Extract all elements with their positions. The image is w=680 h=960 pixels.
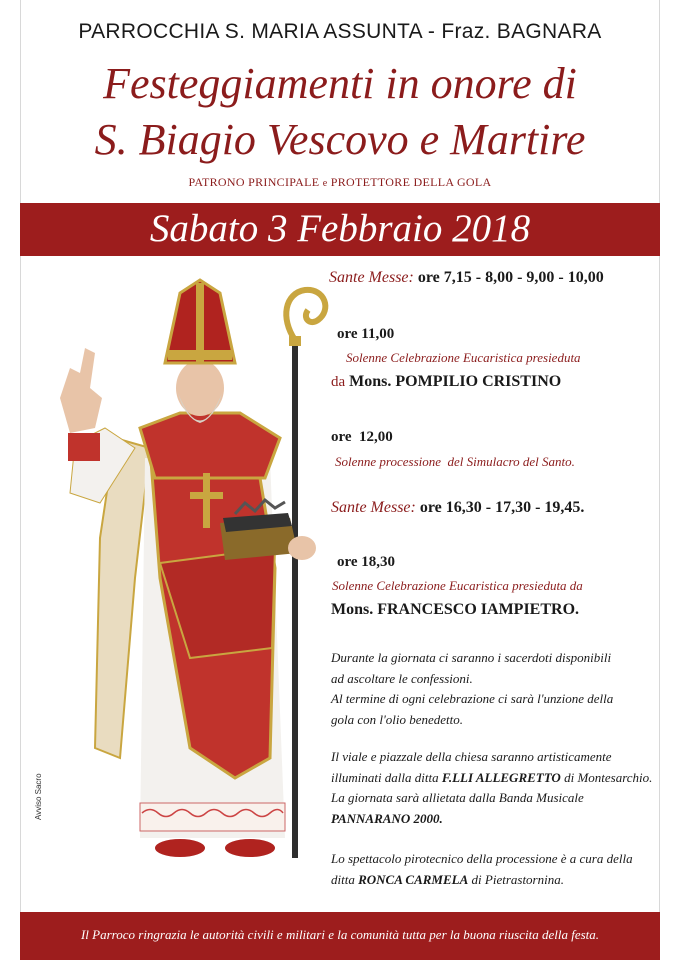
- footer-thanks: Il Parroco ringrazia le autorità civili e militari e la comunità tutta per la buona riuscita della festa.: [80, 927, 600, 942]
- masses-morning: [329, 269, 604, 287]
- info-block-confessions: [331, 648, 613, 730]
- event-description: Solenne Celebrazione Eucaristica presieduta da: [332, 578, 583, 593]
- event-time: ore 11,00: [337, 326, 395, 342]
- event-date: Sabato 3 Febbraio 2018: [149, 207, 531, 250]
- saint-statue-illustration: [40, 278, 330, 878]
- info-line: Durante la giornata ci saranno i sacerdoti disponibili: [331, 650, 612, 665]
- masses-times: ore 16,30 - 17,30 - 19,45.: [419, 499, 585, 516]
- info-block-fireworks: [331, 849, 633, 890]
- info-line: [331, 870, 633, 891]
- info-line: ad ascoltare le confessioni.: [331, 670, 473, 686]
- info-text: illuminati dalla ditta: [331, 769, 439, 785]
- info-line: [331, 809, 652, 830]
- title-line-2: S. Biagio Vescovo e Martire: [94, 115, 586, 164]
- event-da: da: [331, 374, 346, 390]
- celebrant-name: Mons. FRANCESCO IAMPIETRO.: [331, 601, 580, 618]
- info-text: ditta: [331, 871, 355, 887]
- event-time: ore 18,30: [337, 554, 396, 570]
- parish-name: PARROCCHIA S. MARIA ASSUNTA - Fraz. BAGNARA: [78, 20, 602, 43]
- subtitle: [0, 175, 680, 190]
- info-line: gola con l'olio benedetto.: [331, 711, 464, 727]
- watermark-text: Avviso Sacro: [34, 773, 43, 820]
- company-name: F.LLI ALLEGRETTO: [441, 769, 561, 785]
- info-line: La giornata sarà allietata dalla Banda Musicale: [331, 790, 584, 805]
- info-block-lights-band: [331, 747, 652, 829]
- event-description: Solenne Celebrazione Eucaristica presieduta: [346, 350, 581, 365]
- band-name: PANNARANO 2000.: [331, 810, 443, 826]
- subtitle-protector: PROTETTORE DELLA GOLA: [330, 175, 492, 189]
- info-line: Lo spettacolo pirotecnico della processione è a cura della: [331, 851, 633, 866]
- company-name: RONCA CARMELA: [358, 871, 469, 887]
- info-text: di Montesarchio.: [564, 769, 653, 785]
- event-time: ore 12,00: [331, 429, 393, 445]
- subtitle-conjunction: e: [322, 178, 328, 189]
- masses-evening: [331, 499, 584, 517]
- event-description: Solenne processione del Simulacro del Santo.: [335, 454, 575, 469]
- celebrant-name: Mons. POMPILIO CRISTINO: [349, 373, 562, 390]
- info-text: di Pietrastornina.: [471, 871, 564, 887]
- info-line: Il viale e piazzale della chiesa saranno artisticamente: [331, 749, 612, 764]
- title-line-1: Festeggiamenti in onore di: [103, 59, 577, 108]
- info-line: Al termine di ogni celebrazione ci sarà l'unzione della: [331, 691, 614, 706]
- event-celebrant: [331, 373, 561, 391]
- masses-times: ore 7,15 - 8,00 - 9,00 - 10,00: [417, 269, 604, 286]
- info-line: [331, 768, 652, 789]
- masses-label: Sante Messe:: [331, 499, 416, 516]
- subtitle-patron: PATRONO PRINCIPALE: [188, 175, 320, 189]
- masses-label: Sante Messe:: [329, 269, 414, 286]
